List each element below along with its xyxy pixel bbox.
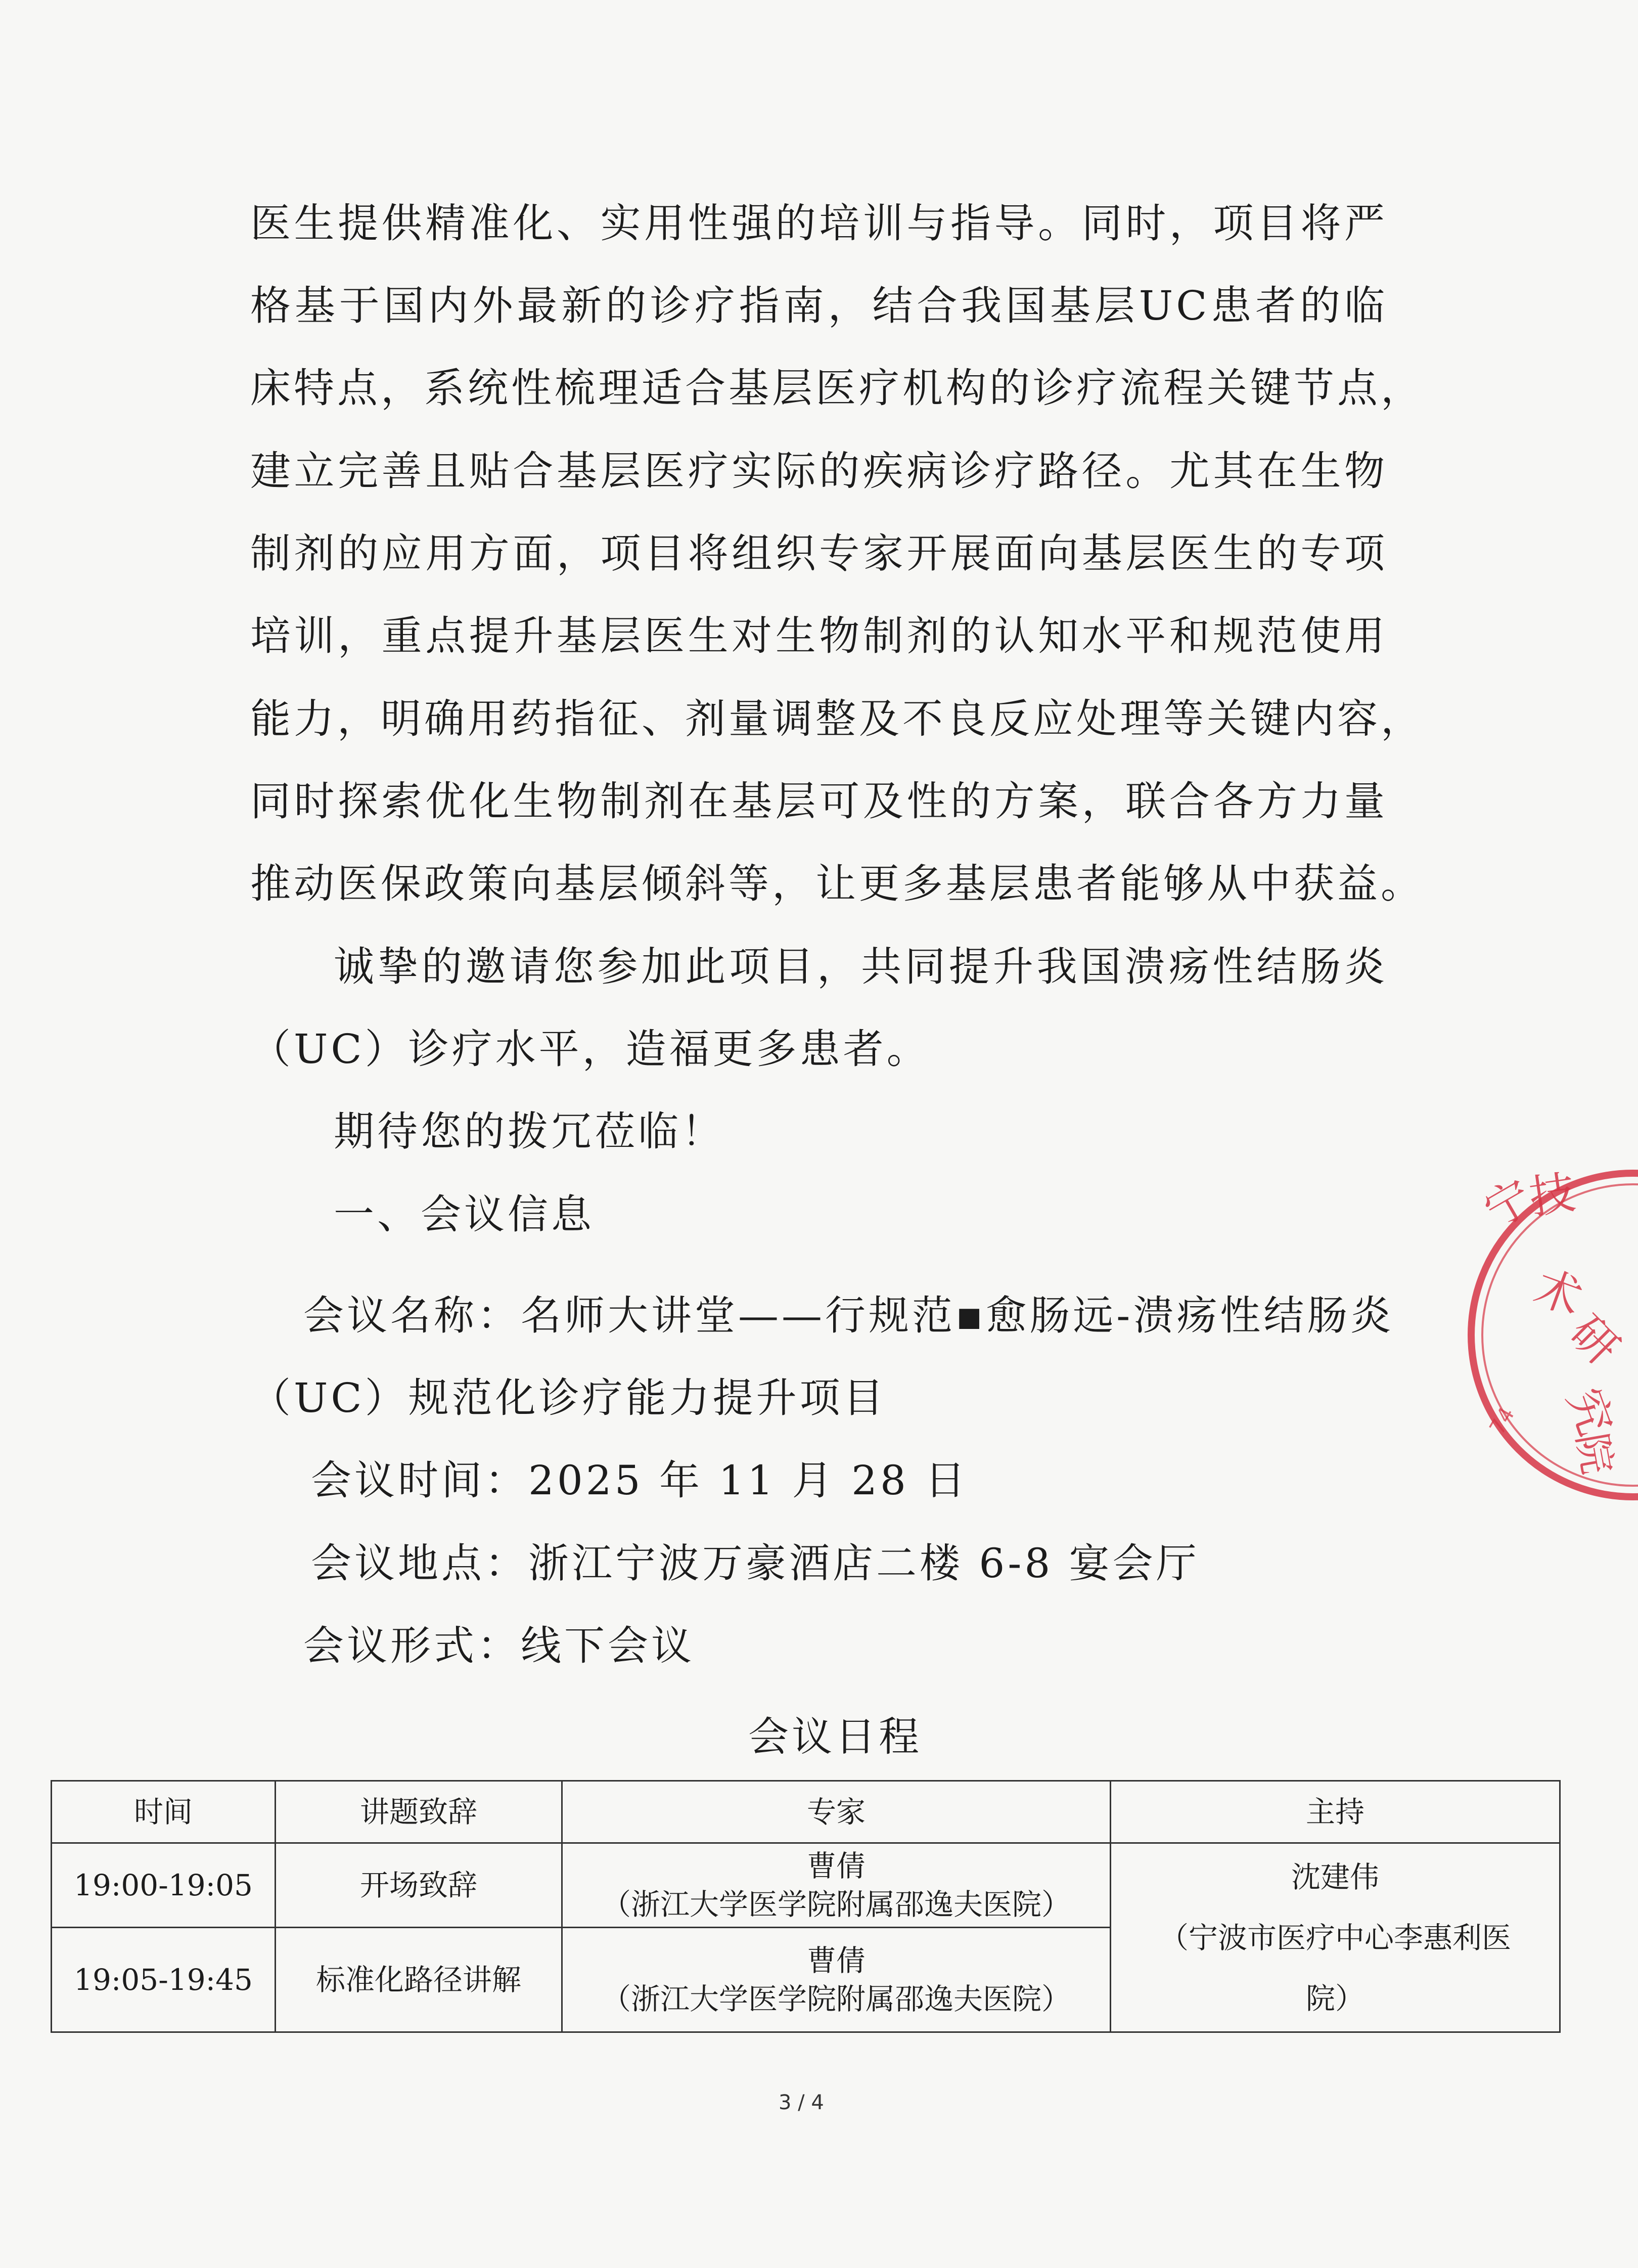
row-topic: 标准化路径讲解 bbox=[315, 1963, 521, 1997]
body-line: 医生提供精准化、实用性强的培训与指导。同时，项目将严 bbox=[250, 200, 1388, 247]
header-topic: 讲题致辞 bbox=[359, 1795, 477, 1829]
expert-org: （浙江大学医学院附属邵逸夫医院） bbox=[601, 1887, 1071, 1922]
host-org-cont: 院） bbox=[1305, 1981, 1364, 2016]
body-line: 培训，重点提升基层医生对生物制剂的认知水平和规范使用 bbox=[250, 612, 1388, 659]
svg-text:研: 研 bbox=[1559, 1305, 1629, 1375]
meeting-time: 会议时间：2025 年 11 月 28 日 bbox=[311, 1457, 969, 1504]
row-expert bbox=[563, 1928, 1110, 2031]
page-number: 3 / 4 bbox=[779, 2091, 824, 2114]
row-time: 19:00-19:05 bbox=[74, 1868, 253, 1902]
host-name: 沈建伟 bbox=[1291, 1859, 1379, 1894]
host-org: （宁波市医疗中心李惠利医 bbox=[1159, 1920, 1511, 1955]
expert-name: 曹倩 bbox=[806, 1943, 866, 1978]
header-host: 主持 bbox=[1305, 1795, 1364, 1829]
body-line: 推动医保政策向基层倾斜等，让更多基层患者能够从中获益。 bbox=[250, 860, 1424, 907]
official-seal bbox=[1466, 1163, 1638, 1507]
meeting-name-cont: （UC）规范化诊疗能力提升项目 bbox=[250, 1374, 887, 1421]
body-line: 床特点，系统性梳理适合基层医疗机构的诊疗流程关键节点， bbox=[250, 365, 1424, 412]
header-time: 时间 bbox=[133, 1795, 193, 1829]
row-time: 19:05-19:45 bbox=[74, 1963, 253, 1997]
invitation-line: 诚挚的邀请您参加此项目，共同提升我国溃疡性结肠炎 bbox=[334, 943, 1388, 990]
agenda-title: 会议日程 bbox=[748, 1713, 922, 1760]
header-expert: 专家 bbox=[806, 1795, 866, 1829]
row-expert bbox=[563, 1844, 1110, 1927]
svg-text:究: 究 bbox=[1557, 1381, 1622, 1443]
body-line: 格基于国内外最新的诊疗指南，结合我国基层UC患者的临 bbox=[250, 282, 1388, 329]
svg-text:术: 术 bbox=[1528, 1260, 1589, 1326]
svg-text:院: 院 bbox=[1568, 1430, 1621, 1478]
svg-text:技: 技 bbox=[1526, 1166, 1579, 1225]
section-heading: 一、会议信息 bbox=[334, 1191, 595, 1238]
agenda-table bbox=[51, 1780, 1561, 2033]
body-line: 建立完善且贴合基层医疗实际的疾病诊疗路径。尤其在生物 bbox=[250, 448, 1388, 495]
svg-text:宁: 宁 bbox=[1475, 1170, 1541, 1239]
meeting-format: 会议形式：线下会议 bbox=[303, 1622, 695, 1669]
expert-org: （浙江大学医学院附属邵逸夫医院） bbox=[601, 1982, 1071, 2016]
host-cell bbox=[1111, 1844, 1559, 2031]
body-line: 制剂的应用方面，项目将组织专家开展面向基层医生的专项 bbox=[250, 530, 1388, 577]
meeting-place: 会议地点：浙江宁波万豪酒店二楼 6-8 宴会厅 bbox=[311, 1540, 1200, 1587]
closing-line: 期待您的拨冗莅临！ bbox=[334, 1108, 725, 1155]
invitation-line: （UC）诊疗水平，造福更多患者。 bbox=[250, 1026, 930, 1073]
expert-name: 曹倩 bbox=[806, 1849, 866, 1883]
row-topic: 开场致辞 bbox=[359, 1868, 477, 1902]
svg-text:74: 74 bbox=[1484, 1403, 1520, 1439]
body-line: 同时探索优化生物制剂在基层可及性的方案，联合各方力量 bbox=[250, 778, 1388, 825]
body-line: 能力，明确用药指征、剂量调整及不良反应处理等关键内容， bbox=[250, 695, 1424, 742]
meeting-name: 会议名称：名师大讲堂——行规范▪愈肠远-溃疡性结肠炎 bbox=[303, 1292, 1394, 1339]
